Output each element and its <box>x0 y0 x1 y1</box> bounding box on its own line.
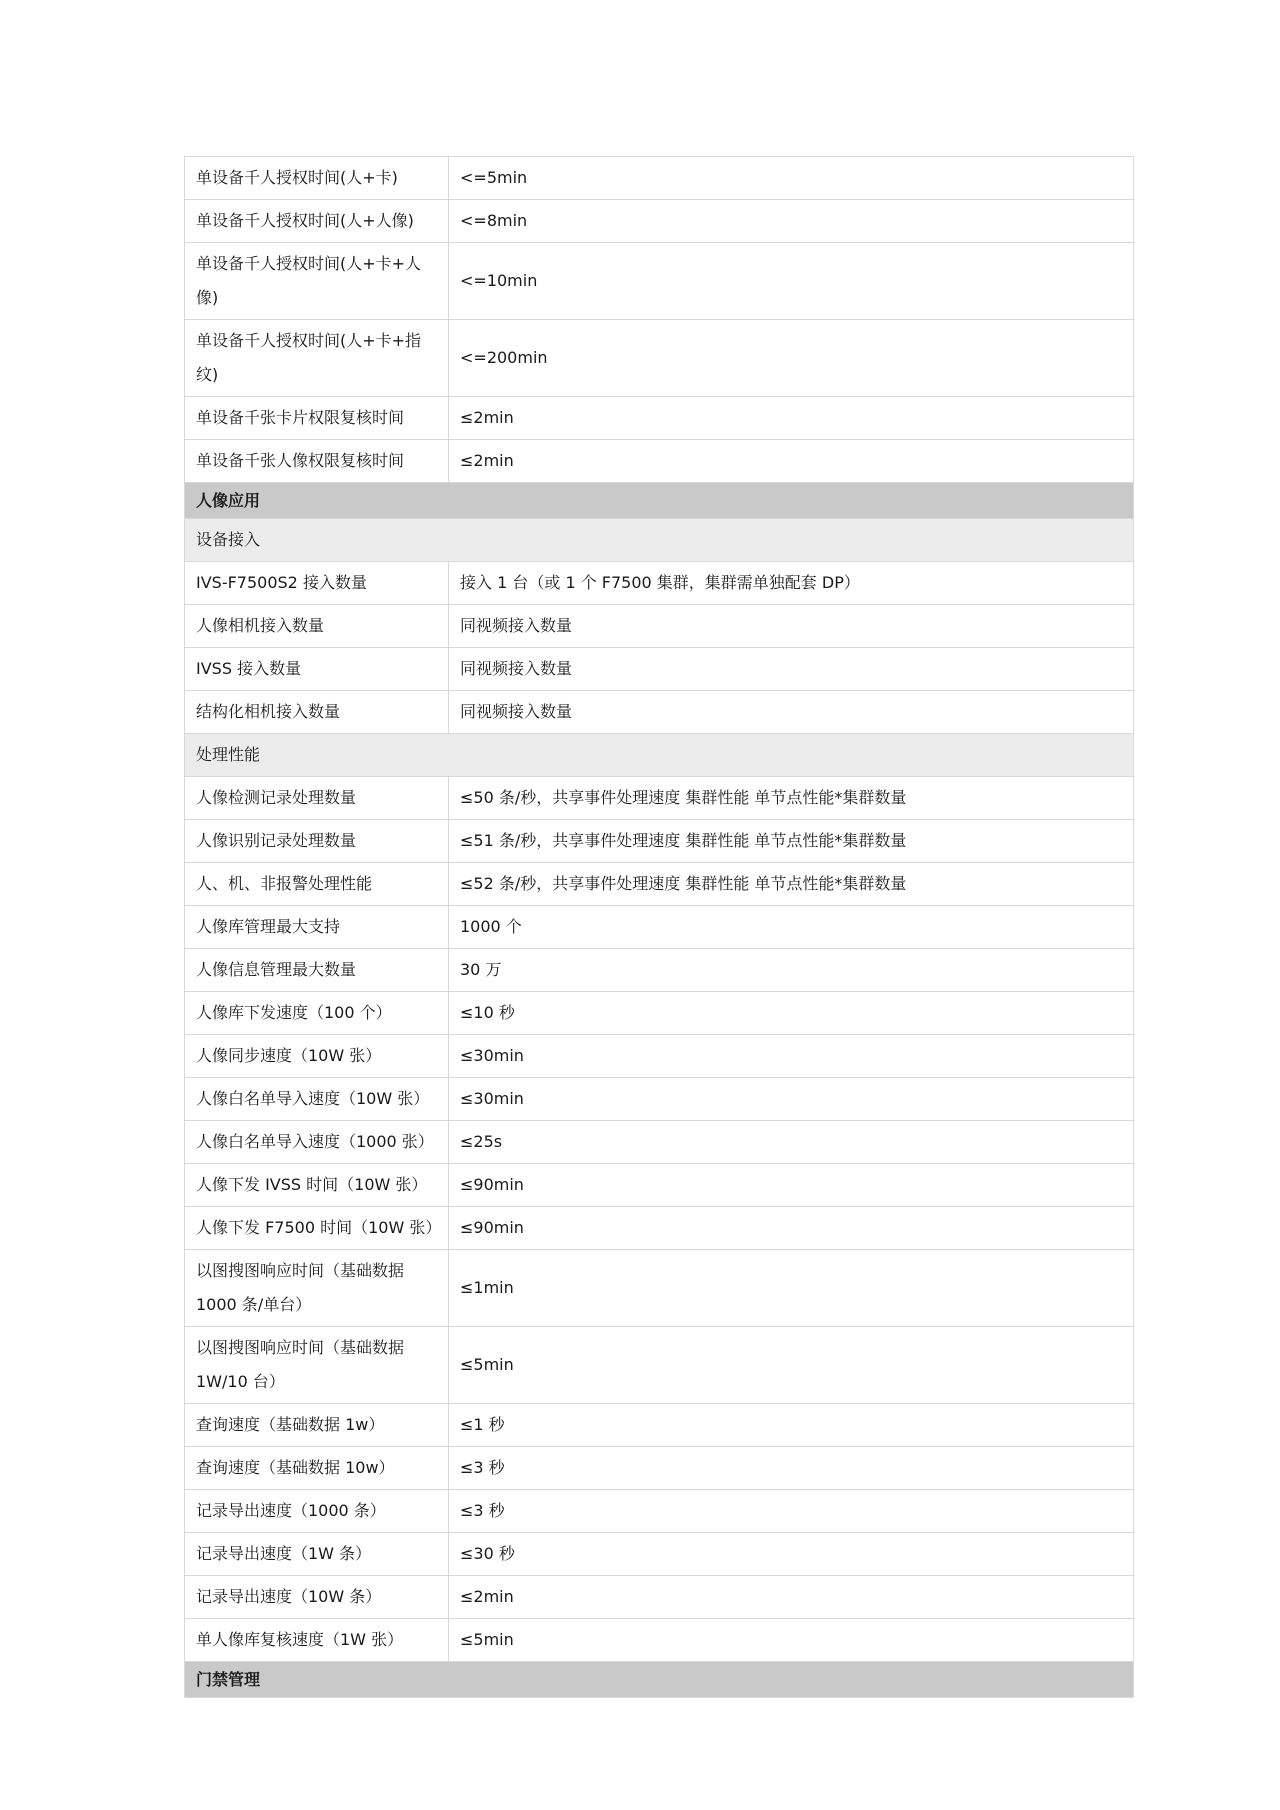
table-row <box>185 1619 1134 1662</box>
subsection-header-row <box>185 734 1134 777</box>
param-name-cell: 人像检测记录处理数量 <box>185 777 449 820</box>
param-name-cell: 单设备千张人像权限复核时间 <box>185 440 449 483</box>
param-value-cell: 同视频接入数量 <box>449 605 1134 648</box>
table-row <box>185 397 1134 440</box>
param-name-cell: 人像下发 F7500 时间（10W 张） <box>185 1207 449 1250</box>
param-value-cell: ≤5min <box>449 1619 1134 1662</box>
param-name-cell: 人、机、非报警处理性能 <box>185 863 449 906</box>
table-row <box>185 863 1134 906</box>
table-row <box>185 949 1134 992</box>
table-row <box>185 691 1134 734</box>
table-row <box>185 648 1134 691</box>
param-value-cell: ≤1min <box>449 1250 1134 1327</box>
param-value-cell: 同视频接入数量 <box>449 648 1134 691</box>
param-value-cell: ≤30 秒 <box>449 1533 1134 1576</box>
param-name-cell: 结构化相机接入数量 <box>185 691 449 734</box>
param-name-cell: 人像信息管理最大数量 <box>185 949 449 992</box>
param-value-cell: <=10min <box>449 243 1134 320</box>
param-name-cell: 记录导出速度（1000 条） <box>185 1490 449 1533</box>
table-row <box>185 1121 1134 1164</box>
param-value-cell: ≤52 条/秒，共享事件处理速度 集群性能 单节点性能*集群数量 <box>449 863 1134 906</box>
table-row <box>185 157 1134 200</box>
param-name-cell: 单设备千张卡片权限复核时间 <box>185 397 449 440</box>
section-title: 人像应用 <box>185 483 1134 519</box>
param-name-cell: 人像下发 IVSS 时间（10W 张） <box>185 1164 449 1207</box>
param-value-cell: ≤25s <box>449 1121 1134 1164</box>
table-row <box>185 243 1134 320</box>
param-value-cell: <=5min <box>449 157 1134 200</box>
section-header-row <box>185 1662 1134 1698</box>
param-value-cell: ≤3 秒 <box>449 1447 1134 1490</box>
param-value-cell: ≤2min <box>449 1576 1134 1619</box>
table-row <box>185 1078 1134 1121</box>
param-name-cell: 以图搜图响应时间（基础数据 1000 条/单台） <box>185 1250 449 1327</box>
table-row <box>185 820 1134 863</box>
table-row <box>185 1207 1134 1250</box>
table-row <box>185 605 1134 648</box>
param-value-cell: <=8min <box>449 200 1134 243</box>
param-value-cell: ≤3 秒 <box>449 1490 1134 1533</box>
param-value-cell: ≤90min <box>449 1164 1134 1207</box>
param-value-cell: ≤2min <box>449 397 1134 440</box>
table-row <box>185 1533 1134 1576</box>
param-value-cell: ≤30min <box>449 1035 1134 1078</box>
param-value-cell: ≤1 秒 <box>449 1404 1134 1447</box>
param-name-cell: 记录导出速度（1W 条） <box>185 1533 449 1576</box>
subsection-title: 设备接入 <box>185 519 1134 562</box>
table-row <box>185 1250 1134 1327</box>
param-value-cell: ≤5min <box>449 1327 1134 1404</box>
param-value-cell: 30 万 <box>449 949 1134 992</box>
table-row <box>185 1327 1134 1404</box>
param-name-cell: 单设备千人授权时间(人+卡) <box>185 157 449 200</box>
table-row <box>185 992 1134 1035</box>
param-name-cell: IVS-F7500S2 接入数量 <box>185 562 449 605</box>
spec-table-body <box>185 157 1134 1698</box>
param-value-cell: ≤30min <box>449 1078 1134 1121</box>
table-row <box>185 200 1134 243</box>
param-value-cell: ≤2min <box>449 440 1134 483</box>
param-name-cell: 查询速度（基础数据 10w） <box>185 1447 449 1490</box>
subsection-title: 处理性能 <box>185 734 1134 777</box>
param-value-cell: <=200min <box>449 320 1134 397</box>
param-name-cell: 单设备千人授权时间(人+人像) <box>185 200 449 243</box>
document-page <box>184 156 1112 1698</box>
param-value-cell: ≤51 条/秒，共享事件处理速度 集群性能 单节点性能*集群数量 <box>449 820 1134 863</box>
section-header-row <box>185 483 1134 519</box>
spec-table <box>184 156 1134 1698</box>
table-row <box>185 1035 1134 1078</box>
param-value-cell: 同视频接入数量 <box>449 691 1134 734</box>
table-row <box>185 1404 1134 1447</box>
param-value-cell: ≤50 条/秒，共享事件处理速度 集群性能 单节点性能*集群数量 <box>449 777 1134 820</box>
param-name-cell: IVSS 接入数量 <box>185 648 449 691</box>
param-value-cell: 接入 1 台（或 1 个 F7500 集群，集群需单独配套 DP） <box>449 562 1134 605</box>
param-value-cell: 1000 个 <box>449 906 1134 949</box>
param-name-cell: 单设备千人授权时间(人+卡+指纹) <box>185 320 449 397</box>
table-row <box>185 777 1134 820</box>
param-name-cell: 人像库下发速度（100 个） <box>185 992 449 1035</box>
table-row <box>185 1447 1134 1490</box>
table-row <box>185 1576 1134 1619</box>
param-name-cell: 单设备千人授权时间(人+卡+人像) <box>185 243 449 320</box>
param-name-cell: 人像库管理最大支持 <box>185 906 449 949</box>
param-name-cell: 人像识别记录处理数量 <box>185 820 449 863</box>
param-name-cell: 人像白名单导入速度（10W 张） <box>185 1078 449 1121</box>
table-row <box>185 440 1134 483</box>
table-row <box>185 562 1134 605</box>
param-name-cell: 人像同步速度（10W 张） <box>185 1035 449 1078</box>
param-value-cell: ≤10 秒 <box>449 992 1134 1035</box>
param-name-cell: 单人像库复核速度（1W 张） <box>185 1619 449 1662</box>
param-name-cell: 人像白名单导入速度（1000 张） <box>185 1121 449 1164</box>
subsection-header-row <box>185 519 1134 562</box>
section-title: 门禁管理 <box>185 1662 1134 1698</box>
param-name-cell: 以图搜图响应时间（基础数据 1W/10 台） <box>185 1327 449 1404</box>
table-row <box>185 1490 1134 1533</box>
param-name-cell: 记录导出速度（10W 条） <box>185 1576 449 1619</box>
table-row <box>185 906 1134 949</box>
param-name-cell: 查询速度（基础数据 1w） <box>185 1404 449 1447</box>
param-value-cell: ≤90min <box>449 1207 1134 1250</box>
table-row <box>185 1164 1134 1207</box>
table-row <box>185 320 1134 397</box>
param-name-cell: 人像相机接入数量 <box>185 605 449 648</box>
